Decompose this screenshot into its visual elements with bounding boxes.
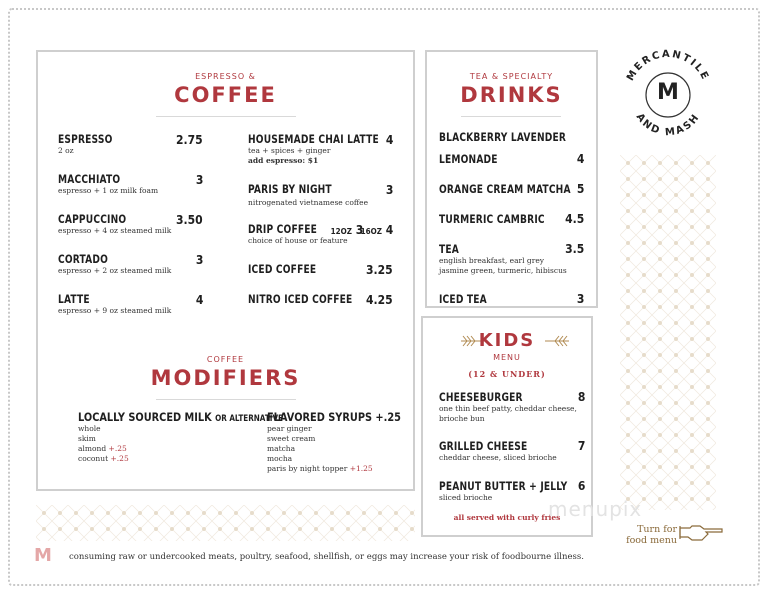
modifiers-kicker: COFFEE [206,355,245,364]
small-logo-mark: M [34,545,52,566]
price-iced-tea: 3 [576,292,584,306]
price-drip-12oz: 12OZ 3 [330,223,363,237]
coffee-kicker: ESPRESSO & [195,72,256,81]
turn-for-food-menu[interactable]: Turn for food menu [626,524,677,546]
menu-item-iced-coffee: ICED COFFEE [248,262,317,276]
price-grilled-cheese: 7 [577,439,585,453]
price-macchiato: 3 [195,173,203,187]
price-nitro-iced-coffee: 4.25 [366,293,393,307]
price-drip-16oz: 16OZ 4 [360,223,393,237]
health-disclaimer: consuming raw or undercooked meats, poultry, seafood, shellfish, or eggs may increase your risk of foodbourne illness. [69,552,584,562]
kids-subtitle: MENU [493,353,521,362]
kids-age: (12 & UNDER) [468,369,546,379]
menu-item-cortado: CORTADO espresso + 2 oz steamed milk [58,252,172,275]
menu-item-turmeric-cambric: TURMERIC CAMBRIC [439,212,545,226]
drinks-panel [425,50,598,308]
svg-text:MERCANTILE: MERCANTILE [625,48,711,83]
price-cortado: 3 [195,253,203,267]
price-chai-latte: 4 [385,133,393,147]
menu-item-lemonade: LEMONADE [439,152,498,166]
menu-item-orange-cream-matcha: ORANGE CREAM MATCHA [439,182,571,196]
price-iced-coffee: 3.25 [366,263,393,277]
coffee-title-rule [156,116,296,117]
decorative-pattern-right [620,155,716,510]
price-lemonade: 4 [576,152,584,166]
drinks-kicker: TEA & SPECIALTY [469,72,554,81]
price-orange-cream-matcha: 5 [576,182,584,196]
menu-item-latte: LATTE espresso + 9 oz steamed milk [58,292,172,315]
menu-item-grilled-cheese: GRILLED CHEESE cheddar cheese, sliced brioche [439,439,557,462]
menu-item-pbj: PEANUT BUTTER + JELLY sliced brioche [439,479,568,502]
menu-item-chai-latte: HOUSEMADE CHAI LATTE tea + spices + ginger add espresso: $1 [248,132,379,165]
watermark: menupix [548,497,643,521]
decorative-pattern-bottom [36,505,415,541]
price-espresso: 2.75 [176,133,203,147]
modifiers-title: MODIFIERS [150,366,301,390]
menu-item-paris-by-night: PARIS BY NIGHT nitrogenated vietnamese coffee [248,182,369,207]
price-latte: 4 [195,293,203,307]
menu-item-blackberry-lavender: BLACKBERRY LAVENDER [439,130,567,144]
menu-item-macchiato: MACCHIATO espresso + 1 oz milk foam [58,172,159,195]
modifier-milk: LOCALLY SOURCED MILK OR ALTERNATIVE whole skim almond +.25 coconut +.25 [78,410,283,463]
mercantile-and-mash-logo [620,47,716,143]
menu-item-cappuccino: CAPPUCCINO espresso + 4 oz steamed milk [58,212,172,235]
svg-text:AND MASH: AND MASH [633,111,703,139]
drinks-title-rule [461,116,561,117]
menu-item-cheeseburger: CHEESEBURGER one thin beef patty, cheddar cheese, brioche bun [439,390,577,423]
price-cappuccino: 3.50 [176,213,203,227]
modifier-syrups: FLAVORED SYRUPS +.25 pear ginger sweet cream matcha mocha paris by night topper +1.25 [267,410,401,473]
menu-item-nitro-iced-coffee: NITRO ICED COFFEE [248,292,353,306]
price-pbj: 6 [577,479,585,493]
logo-mark: M [657,80,679,105]
menu-item-tea: TEA english breakfast, earl grey jasmine green, turmeric, hibiscus [439,242,567,275]
price-turmeric-cambric: 4.5 [564,212,584,226]
coffee-panel [36,50,415,491]
modifiers-title-rule [156,399,296,400]
menu-item-espresso: ESPRESSO 2 oz [58,132,113,155]
kids-footer: all served with curly fries [453,513,561,522]
menu-item-iced-tea: ICED TEA [439,292,487,306]
drinks-title: DRINKS [460,83,563,107]
coffee-title: COFFEE [174,83,277,107]
price-paris-by-night: 3 [385,183,393,197]
price-tea: 3.5 [564,242,584,256]
kids-title: KIDS [478,330,536,351]
price-cheeseburger: 8 [577,390,585,404]
pointing-hand-icon [678,522,724,544]
menu-item-drip-coffee: DRIP COFFEE choice of house or feature [248,222,348,245]
